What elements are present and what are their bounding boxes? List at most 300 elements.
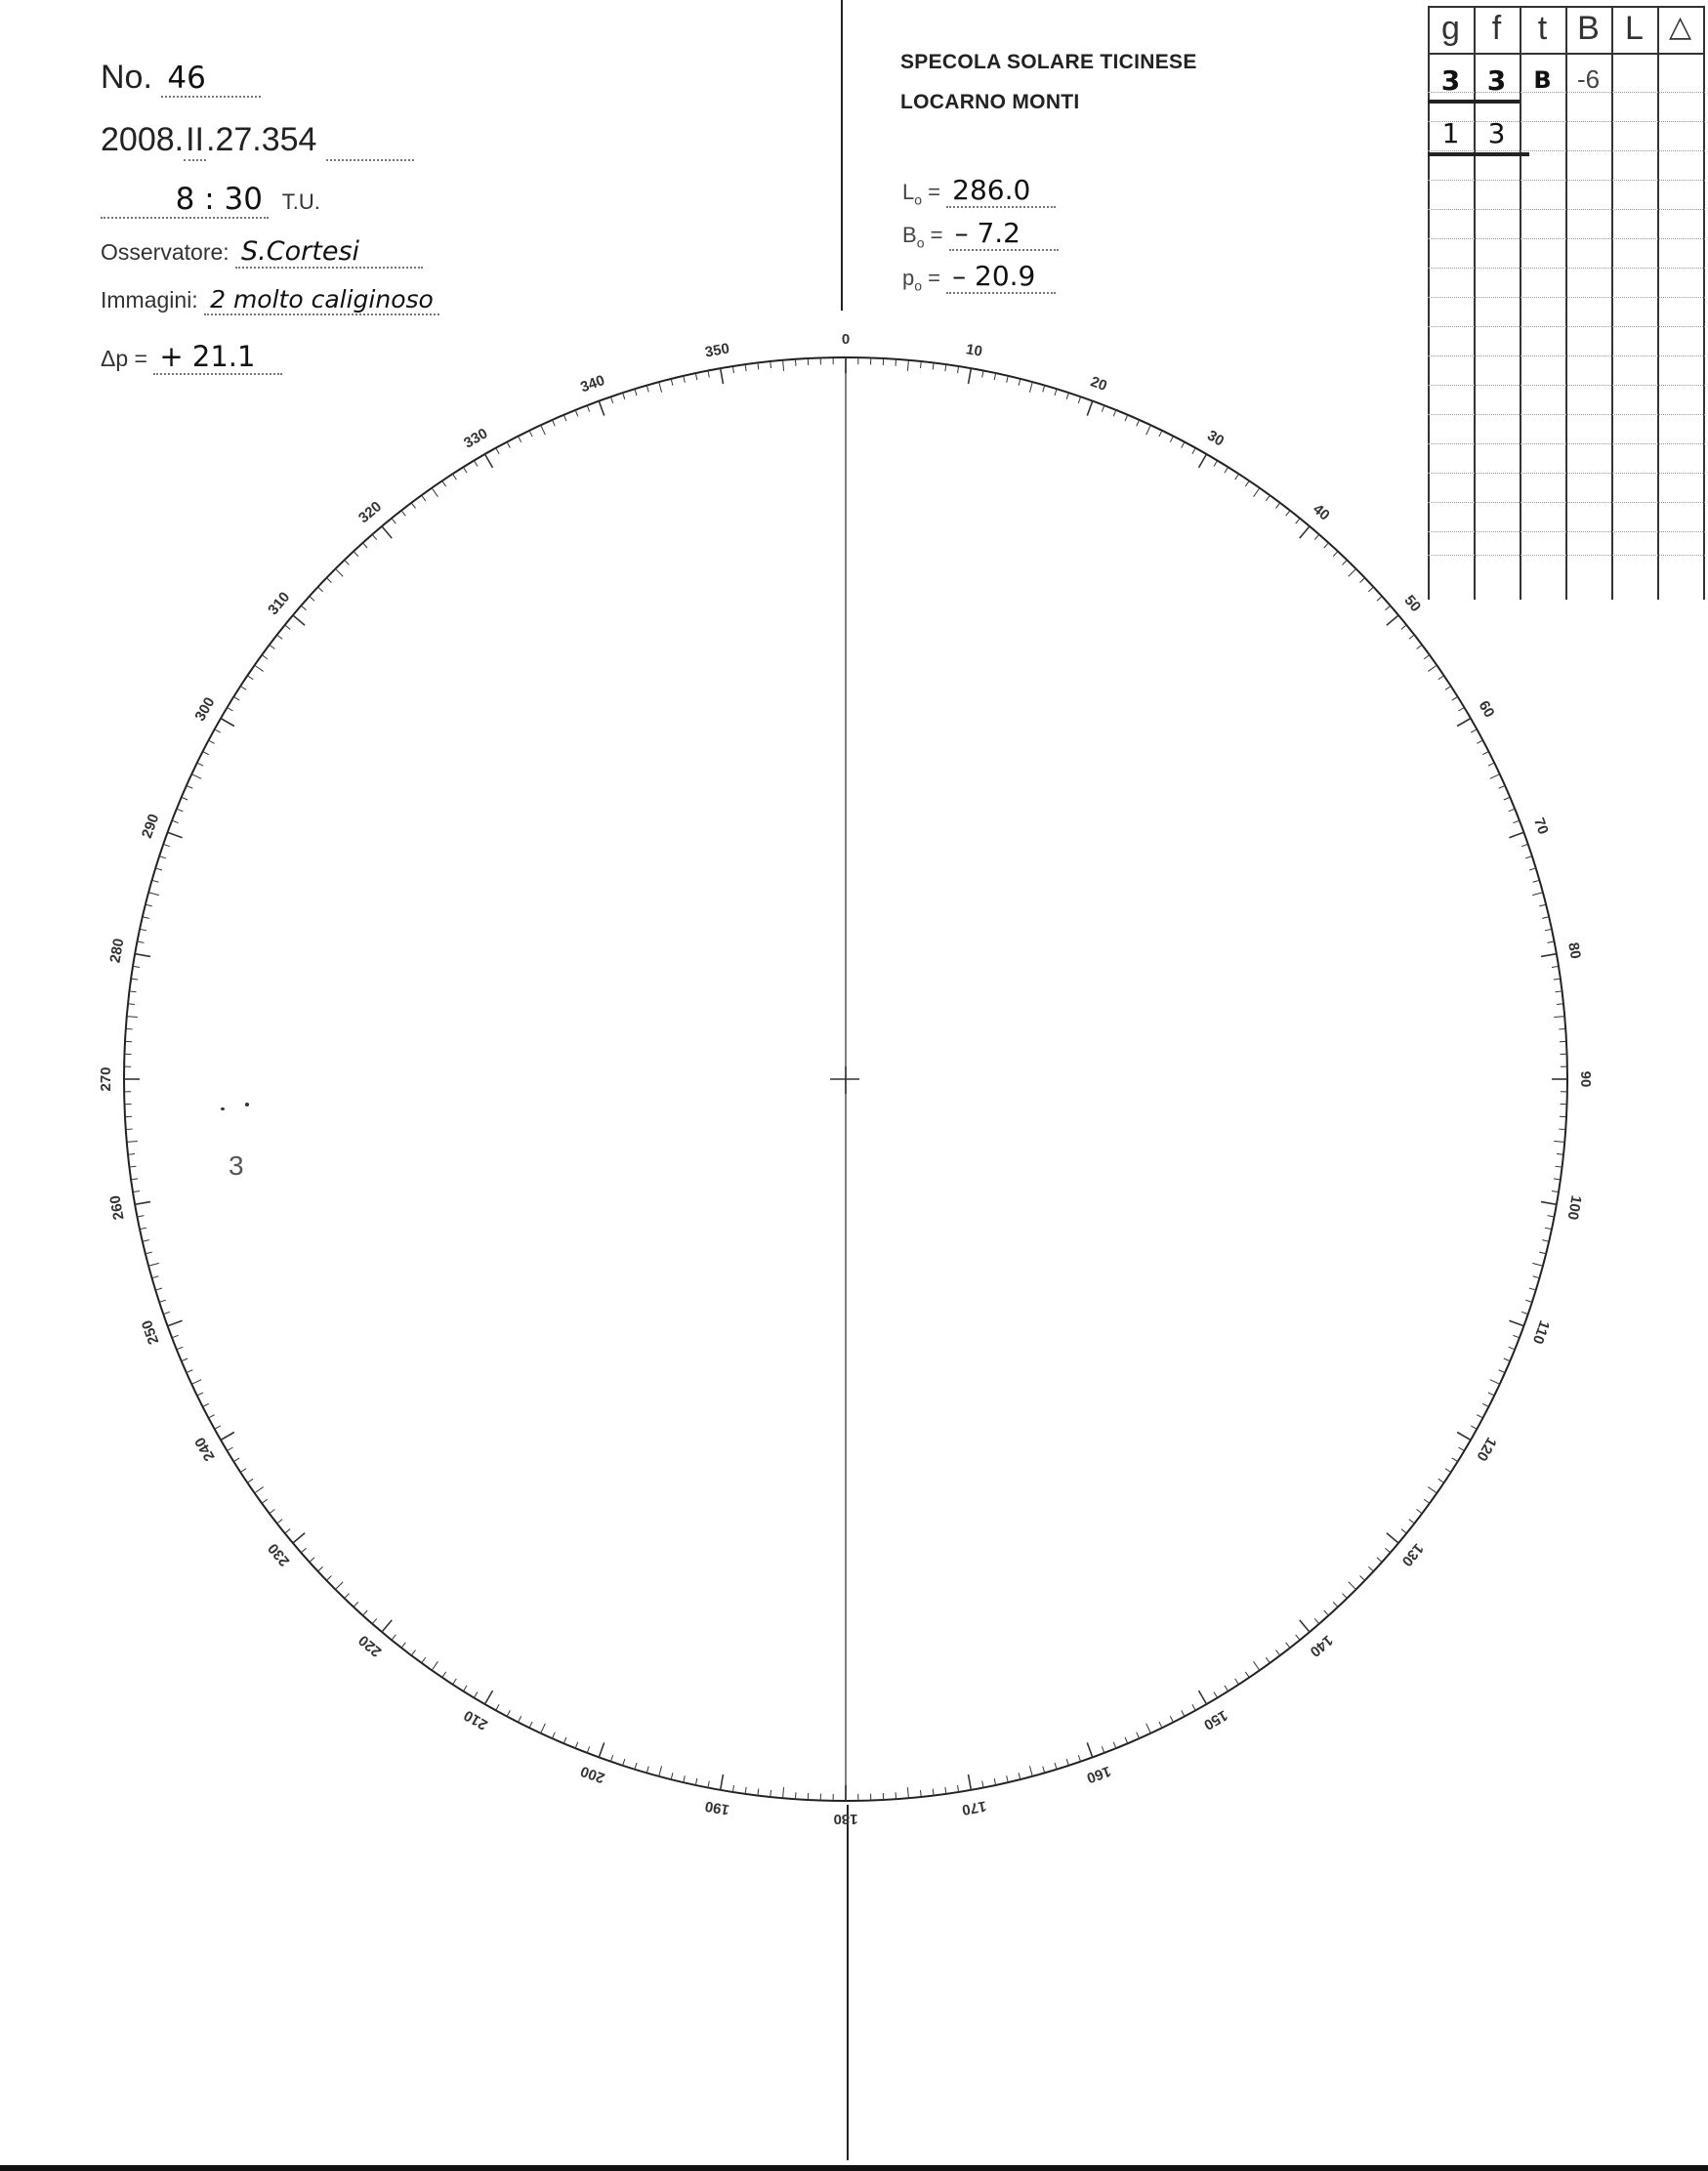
degree-tick	[695, 1778, 696, 1785]
degree-tick	[301, 1548, 306, 1553]
degree-tick	[1254, 488, 1260, 497]
degree-tick	[1554, 1179, 1561, 1180]
degree-tick	[1477, 1415, 1482, 1418]
degree-tick	[453, 1679, 457, 1685]
degree-tick	[721, 1774, 724, 1790]
degree-tick	[1137, 420, 1140, 426]
degree-tick	[1557, 1154, 1563, 1155]
degree-tick	[1146, 1724, 1151, 1733]
degree-tick	[1545, 1228, 1552, 1229]
degree-tick	[1385, 1548, 1390, 1553]
degree-tick	[148, 1263, 159, 1266]
degree-label: 280	[106, 937, 128, 965]
degree-tick	[1300, 1620, 1310, 1632]
degree-tick	[1529, 1288, 1536, 1290]
degree-tick	[240, 1469, 246, 1473]
degree-label: 310	[265, 589, 294, 619]
param-p0: $p_o$ = – 20.9	[902, 260, 1056, 294]
degree-tick	[1452, 1458, 1458, 1462]
degree-tick	[203, 752, 209, 755]
degree-tick	[1545, 929, 1552, 930]
degree-tick	[587, 1746, 590, 1753]
degree-tick	[318, 587, 323, 592]
degree-label: 140	[1306, 1631, 1336, 1660]
degree-label: 130	[1397, 1539, 1427, 1569]
degree-tick	[1159, 431, 1162, 437]
degree-tick	[1482, 752, 1488, 755]
degree-tick	[1159, 1722, 1162, 1728]
degree-tick	[215, 1426, 221, 1429]
degree-tick	[1349, 1582, 1356, 1590]
degree-tick	[1333, 1602, 1338, 1607]
degree-tick	[270, 1510, 275, 1514]
degree-tick	[783, 1787, 784, 1798]
degree-tick	[1214, 1691, 1218, 1697]
degree-tick	[945, 1787, 946, 1794]
degree-tick	[1055, 1763, 1057, 1770]
table-header-f: f	[1491, 10, 1502, 47]
degree-tick	[1377, 1558, 1382, 1563]
degree-tick	[1368, 587, 1373, 592]
degree-tick	[1235, 1679, 1239, 1685]
degree-tick	[1525, 856, 1532, 858]
degree-tick	[1170, 437, 1173, 442]
degree-label: 40	[1310, 500, 1333, 524]
degree-tick	[363, 543, 368, 548]
param-L0-label: L	[902, 180, 915, 204]
degree-tick	[432, 1661, 437, 1670]
degree-tick	[1557, 1004, 1563, 1005]
degree-tick	[155, 1288, 162, 1290]
degree-tick	[1087, 1742, 1092, 1757]
degree-tick	[182, 1358, 187, 1361]
degree-tick	[1254, 1661, 1260, 1670]
degree-tick	[1401, 1529, 1406, 1533]
time-unit: T.U.	[281, 189, 320, 214]
degree-tick	[1457, 1433, 1471, 1440]
degree-tick	[933, 1789, 934, 1796]
degree-tick	[221, 719, 234, 727]
degree-tick	[1539, 1252, 1546, 1254]
degree-tick	[1214, 461, 1218, 467]
degree-tick	[1529, 868, 1536, 870]
degree-tick	[529, 431, 532, 437]
degree-tick	[599, 401, 604, 416]
degree-tick	[671, 379, 673, 386]
degree-tick	[684, 376, 686, 383]
param-p0-label: p	[902, 266, 915, 290]
degree-label: 230	[265, 1539, 294, 1569]
degree-tick	[1488, 763, 1494, 766]
degree-tick	[354, 552, 358, 557]
table-header-delta: △	[1668, 11, 1692, 43]
degree-tick	[1471, 730, 1477, 732]
degree-tick	[610, 1755, 612, 1762]
table-cell: 3	[1486, 64, 1507, 97]
degree-tick	[345, 1594, 350, 1599]
degree-tick	[247, 1479, 253, 1482]
degree-tick	[159, 856, 166, 858]
degree-tick	[1102, 405, 1104, 412]
degree-tick	[215, 730, 221, 732]
degree-tick	[541, 1724, 546, 1733]
degree-tick	[1055, 389, 1057, 396]
degree-tick	[130, 991, 137, 992]
degree-tick	[228, 707, 233, 711]
degree-tick	[1368, 1566, 1373, 1571]
degree-tick	[1477, 740, 1482, 743]
param-B0-label: B	[902, 223, 917, 247]
degree-tick	[921, 1790, 922, 1797]
degree-tick	[623, 1759, 625, 1766]
degree-tick	[1521, 844, 1528, 846]
degree-tick	[684, 1775, 686, 1782]
degree-tick	[247, 676, 253, 680]
degree-tick	[363, 1610, 368, 1615]
degree-tick	[228, 1447, 233, 1451]
degree-tick	[1509, 832, 1523, 837]
degree-tick	[1199, 454, 1207, 468]
degree-tick	[392, 519, 396, 523]
degree-tick	[1457, 719, 1471, 727]
degree-label: 170	[960, 1797, 988, 1818]
institution-line2: LOCARNO MONTI	[900, 91, 1080, 113]
degree-tick	[1182, 442, 1185, 448]
degree-tick	[127, 1141, 138, 1142]
degree-label: 250	[138, 1317, 163, 1347]
degree-tick	[708, 1781, 709, 1788]
degree-tick	[507, 1710, 510, 1716]
degree-label: 180	[833, 1811, 858, 1828]
degree-tick	[945, 364, 946, 371]
degree-label: 260	[106, 1193, 128, 1222]
degree-tick	[1192, 448, 1195, 454]
degree-tick	[1125, 415, 1128, 421]
degree-tick	[1387, 1533, 1398, 1543]
degree-tick	[907, 360, 908, 371]
degree-label: 160	[1084, 1762, 1113, 1787]
degree-tick	[695, 373, 696, 380]
degree-tick	[1424, 655, 1430, 659]
degree-tick	[519, 437, 521, 442]
images-value: 2 molto caliginoso	[204, 285, 439, 315]
degree-tick	[1146, 425, 1151, 435]
degree-tick	[1078, 397, 1080, 403]
degree-tick	[587, 405, 590, 412]
degree-tick	[422, 1657, 426, 1663]
table-header-B: B	[1577, 10, 1600, 47]
degree-tick	[148, 893, 159, 896]
degree-tick	[127, 1017, 138, 1018]
degree-tick	[1532, 1263, 1543, 1266]
degree-tick	[635, 1763, 637, 1770]
degree-tick	[1137, 1733, 1140, 1738]
degree-tick	[575, 1742, 578, 1748]
degree-tick	[1541, 1202, 1557, 1205]
degree-tick	[270, 645, 275, 648]
degree-tick	[758, 1789, 759, 1796]
time-value: 8 : 30	[101, 182, 269, 219]
degree-tick	[293, 615, 305, 625]
degree-tick	[133, 1191, 140, 1192]
degree-tick	[1490, 1380, 1500, 1385]
degree-tick	[1078, 1755, 1080, 1762]
degree-label: 190	[703, 1797, 731, 1818]
degree-label: 10	[964, 341, 984, 360]
degree-tick	[474, 1691, 478, 1697]
degree-tick	[1409, 635, 1415, 639]
degree-tick	[401, 511, 405, 517]
degree-tick	[1029, 382, 1032, 393]
degree-tick	[1113, 1742, 1116, 1748]
degree-tick	[209, 740, 215, 743]
degree-tick	[318, 1566, 323, 1571]
degree-tick	[335, 568, 343, 576]
degree-tick	[1225, 467, 1229, 473]
param-L0-sub: o	[914, 191, 923, 208]
degree-tick	[1029, 1766, 1032, 1776]
degree-tick	[659, 1766, 662, 1776]
degree-tick	[140, 929, 146, 930]
degree-label: 90	[1577, 1070, 1595, 1088]
degree-tick	[1541, 954, 1557, 957]
degree-tick	[1266, 1657, 1270, 1663]
degree-tick	[1471, 1426, 1477, 1429]
degree-tick	[1542, 1240, 1549, 1242]
degree-tick	[1276, 503, 1280, 509]
degree-tick	[191, 774, 201, 779]
degree-tick	[1007, 1775, 1009, 1782]
degree-tick	[1182, 1710, 1185, 1716]
degree-tick	[732, 1785, 733, 1792]
degree-tick	[463, 467, 467, 473]
table-cell: 3	[1487, 117, 1506, 149]
degree-tick	[326, 1575, 331, 1580]
degree-tick	[1499, 1370, 1505, 1373]
degree-tick	[1007, 376, 1009, 383]
degree-tick	[1087, 401, 1092, 416]
degree-tick	[623, 393, 625, 399]
degree-label: 270	[97, 1066, 114, 1092]
degree-tick	[177, 1347, 183, 1350]
degree-tick	[1324, 1610, 1329, 1615]
degree-tick	[1548, 941, 1555, 942]
param-p0-value: – 20.9	[946, 260, 1056, 294]
degree-tick	[128, 1154, 135, 1155]
degree-tick	[933, 363, 934, 370]
degree-label: 200	[578, 1762, 607, 1787]
degree-tick	[197, 763, 203, 766]
degree-label: 350	[703, 340, 731, 361]
degree-tick	[197, 1393, 203, 1396]
degree-tick	[131, 1179, 138, 1180]
degree-tick	[1385, 605, 1390, 610]
degree-tick	[1548, 1216, 1555, 1217]
degree-tick	[708, 371, 709, 378]
degree-tick	[1314, 1618, 1319, 1623]
degree-tick	[1314, 534, 1319, 539]
degree-tick	[1504, 1358, 1510, 1361]
degree-tick	[921, 361, 922, 368]
degree-tick	[1533, 1276, 1540, 1278]
table-header-g: g	[1441, 10, 1460, 47]
degree-tick	[146, 904, 152, 906]
degree-tick	[1499, 785, 1505, 788]
degree-tick	[485, 1691, 493, 1704]
degree-tick	[1066, 1759, 1068, 1766]
degree-label: 80	[1564, 940, 1584, 961]
degree-tick	[177, 809, 183, 812]
degree-tick	[1360, 1575, 1365, 1580]
degree-tick	[1554, 1017, 1564, 1018]
degree-tick	[133, 966, 140, 967]
sunspot-group-label: 3	[229, 1150, 244, 1181]
degree-label: 0	[841, 330, 851, 348]
degree-tick	[422, 495, 426, 501]
institution-line1: SPECOLA SOLARE TICINESE	[900, 51, 1197, 73]
degree-tick	[233, 1458, 239, 1462]
degree-label: 30	[1204, 427, 1228, 450]
degree-tick	[277, 635, 283, 639]
degree-tick	[646, 386, 648, 393]
degree-tick	[168, 1320, 183, 1325]
degree-tick	[1296, 519, 1300, 523]
degree-label: 70	[1530, 815, 1552, 837]
degree-tick	[982, 371, 983, 378]
degree-tick	[372, 534, 377, 539]
degree-label: 320	[355, 498, 386, 527]
degree-tick	[411, 1650, 415, 1656]
sunspot-umbra	[245, 1103, 249, 1106]
degree-tick	[411, 503, 415, 509]
degree-tick	[907, 1787, 908, 1798]
degree-tick	[335, 1582, 343, 1590]
degree-tick	[209, 1415, 215, 1418]
date-rest: .27.354	[206, 121, 317, 158]
degree-tick	[1170, 1716, 1173, 1722]
table-cell: 3	[1440, 64, 1461, 97]
degree-tick	[552, 420, 555, 426]
degree-tick	[758, 363, 759, 370]
observer-label: Osservatore:	[101, 239, 229, 265]
degree-tick	[507, 442, 510, 448]
degree-tick	[1458, 1447, 1464, 1451]
degree-tick	[432, 488, 437, 497]
degree-tick	[1300, 526, 1310, 538]
degree-tick	[1438, 676, 1444, 680]
degree-tick	[255, 1487, 264, 1493]
degree-tick	[1417, 645, 1423, 648]
degree-tick	[745, 364, 746, 371]
degree-tick	[1525, 1300, 1532, 1302]
date-year: 2008.	[101, 121, 185, 158]
table-header-t: t	[1537, 10, 1548, 47]
degree-tick	[191, 1380, 201, 1385]
degree-tick	[1532, 893, 1543, 896]
degree-tick	[262, 655, 268, 659]
degree-tick	[496, 448, 499, 454]
degree-tick	[140, 1228, 146, 1229]
degree-tick	[128, 1004, 135, 1005]
degree-tick	[138, 1216, 145, 1217]
degree-label: 100	[1563, 1193, 1585, 1222]
degree-tick	[721, 368, 724, 384]
degree-tick	[1296, 1635, 1300, 1640]
degree-tick	[1387, 615, 1398, 625]
degree-tick	[285, 625, 290, 629]
degree-tick	[453, 474, 457, 480]
degree-tick	[1199, 1691, 1207, 1704]
degree-tick	[1539, 904, 1546, 906]
degree-tick	[1113, 410, 1116, 416]
date-month-roman: II	[184, 121, 206, 161]
degree-tick	[310, 1558, 314, 1563]
degree-label: 240	[191, 1434, 219, 1464]
degree-label: 340	[578, 371, 607, 397]
degree-tick	[1428, 665, 1437, 671]
degree-tick	[485, 454, 493, 468]
degree-tick	[474, 461, 478, 467]
degree-tick	[182, 797, 187, 800]
degree-tick	[1192, 1704, 1195, 1710]
degree-tick	[187, 1370, 192, 1373]
degree-tick	[135, 1202, 150, 1205]
degree-tick	[1066, 393, 1068, 399]
degree-tick	[143, 917, 149, 919]
degree-tick	[1342, 1594, 1347, 1599]
degree-tick	[1509, 1320, 1523, 1325]
param-p0-sub: o	[914, 277, 923, 294]
degree-tick	[240, 687, 246, 690]
degree-tick	[1504, 797, 1510, 800]
degree-label: 20	[1088, 373, 1109, 395]
degree-tick	[1556, 991, 1562, 992]
observer-value: S.Cortesi	[235, 236, 423, 269]
degree-tick	[255, 665, 264, 671]
degree-tick	[1417, 1510, 1423, 1514]
degree-tick	[575, 410, 578, 416]
degree-tick	[958, 1785, 959, 1792]
degree-tick	[172, 820, 179, 823]
degree-tick	[671, 1773, 673, 1779]
degree-tick	[969, 1774, 972, 1790]
degree-tick	[310, 597, 314, 602]
degree-label: 290	[138, 812, 163, 841]
images-label: Immagini:	[101, 287, 198, 313]
degree-tick	[138, 941, 145, 942]
degree-tick	[563, 415, 566, 421]
degree-tick	[1349, 568, 1356, 576]
degree-tick	[277, 1520, 283, 1524]
degree-tick	[187, 785, 192, 788]
degree-tick	[659, 382, 662, 393]
degree-tick	[392, 1635, 396, 1640]
degree-tick	[442, 480, 446, 486]
degree-tick	[146, 1252, 152, 1254]
degree-tick	[135, 954, 150, 957]
param-B0-sub: o	[916, 234, 925, 251]
degree-tick	[1509, 809, 1515, 812]
degree-tick	[519, 1716, 521, 1722]
param-L0: $L_o = 286.0$	[902, 174, 1056, 208]
degree-tick	[1225, 1686, 1229, 1691]
degree-tick	[354, 1602, 358, 1607]
degree-tick	[646, 1767, 648, 1774]
degree-tick	[152, 880, 159, 882]
degree-tick	[1324, 543, 1329, 548]
degree-tick	[382, 1620, 392, 1632]
degree-tick	[1533, 880, 1540, 882]
